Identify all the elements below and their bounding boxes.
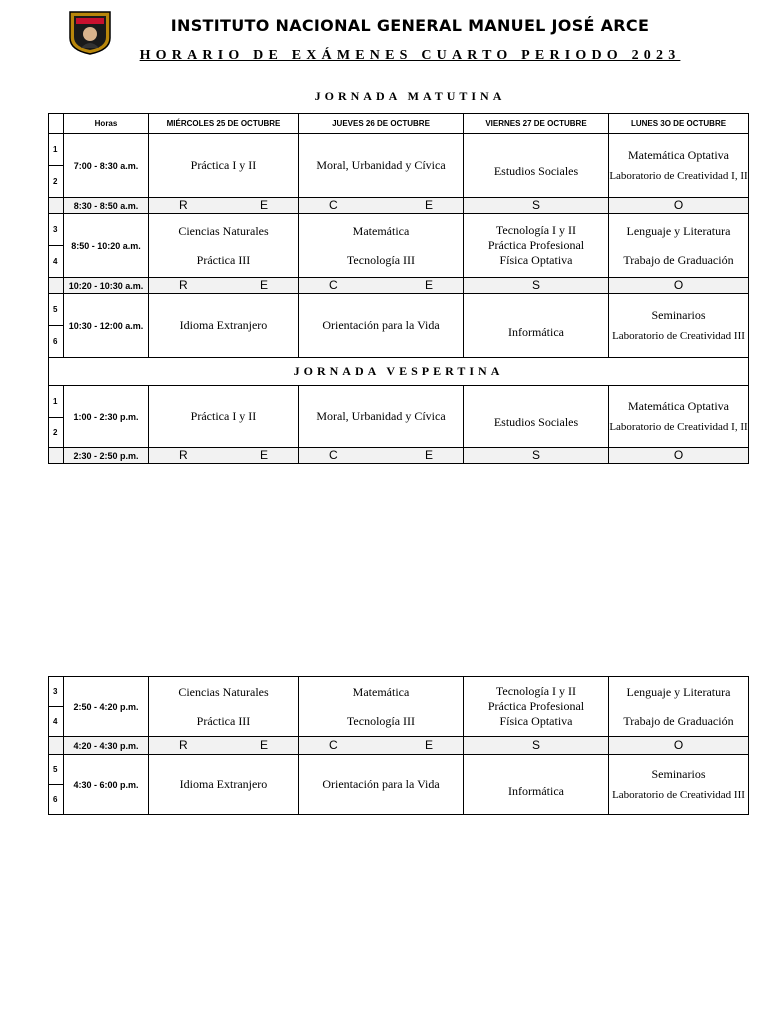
period-number: 4 — [49, 246, 64, 278]
recess-letter: E — [259, 198, 268, 212]
exam-cell: Moral, Urbanidad y Cívica — [299, 134, 464, 198]
exam-subject: Seminarios — [651, 308, 706, 322]
exam-cell: Idioma Extranjero — [149, 755, 299, 815]
recess-letter: E — [424, 738, 433, 752]
period-number: 3 — [49, 677, 64, 707]
exam-cell — [609, 677, 749, 737]
exam-subject: Práctica III — [196, 713, 251, 728]
recess-letter: E — [259, 738, 268, 752]
exam-cell — [609, 386, 749, 448]
exam-cell: Orientación para la Vida — [299, 755, 464, 815]
exam-cell: Estudios Sociales — [464, 134, 609, 198]
recess-letter: C — [329, 448, 338, 462]
recess-letter: C — [329, 738, 338, 752]
exam-subject: Trabajo de Graduación — [623, 252, 734, 267]
exam-cell — [149, 214, 299, 278]
time-cell: 4:20 - 4:30 p.m. — [64, 737, 149, 755]
recess-letter: E — [424, 198, 433, 212]
exam-subject: Laboratorio de Creatividad III — [612, 789, 745, 801]
recess-letter: O — [609, 278, 749, 294]
exam-subject: Ciencias Naturales — [178, 684, 269, 699]
recess-letter: S — [464, 278, 609, 294]
table-header-row — [49, 114, 749, 134]
exam-subject: Laboratorio de Creatividad III — [612, 330, 745, 342]
col-header-miercoles: MIÉRCOLES 25 DE OCTUBRE — [149, 114, 299, 134]
col-header-jueves: JUEVES 26 DE OCTUBRE — [299, 114, 464, 134]
exam-subject: Física Optativa — [499, 253, 573, 267]
period-number: 5 — [49, 294, 64, 326]
exam-cell — [149, 677, 299, 737]
exam-cell — [464, 214, 609, 278]
schedule-table-continued — [48, 676, 749, 815]
exam-cell: Informática — [464, 294, 609, 358]
period-number: 6 — [49, 785, 64, 815]
period-number: 2 — [49, 418, 64, 448]
exam-subject: Matemática Optativa — [628, 399, 729, 413]
exam-subject: Ciencias Naturales — [178, 223, 269, 238]
recess-letter: O — [609, 448, 749, 464]
exam-subject: Práctica III — [196, 252, 251, 267]
exam-subject: Tecnología III — [346, 252, 416, 267]
exam-cell: Práctica I y II — [149, 386, 299, 448]
page-title: INSTITUTO NACIONAL GENERAL MANUEL JOSÉ ARCE — [170, 16, 650, 35]
exam-cell: Orientación para la Vida — [299, 294, 464, 358]
exam-subject: Matemática — [352, 223, 410, 238]
exam-subject: Física Optativa — [499, 714, 573, 728]
exam-subject: Tecnología III — [346, 713, 416, 728]
recess-letter: S — [464, 448, 609, 464]
exam-cell: Informática — [464, 755, 609, 815]
school-logo — [66, 8, 114, 56]
exam-subject: Laboratorio de Creatividad I, II — [609, 421, 748, 433]
exam-subject: Matemática Optativa — [628, 148, 729, 162]
time-cell: 8:30 - 8:50 a.m. — [64, 198, 149, 214]
exam-cell: Estudios Sociales — [464, 386, 609, 448]
time-cell: 10:20 - 10:30 a.m. — [64, 278, 149, 294]
exam-subject: Lenguaje y Literatura — [626, 684, 731, 699]
recess-letter: O — [609, 737, 749, 755]
period-number: 4 — [49, 707, 64, 737]
recess-row — [49, 448, 749, 464]
period-number: 1 — [49, 134, 64, 166]
exam-cell — [609, 755, 749, 815]
recess-row — [49, 278, 749, 294]
table-row — [49, 386, 749, 418]
time-cell: 4:30 - 6:00 p.m. — [64, 755, 149, 815]
period-number: 6 — [49, 326, 64, 358]
exam-subject: Tecnología I y II — [495, 684, 577, 698]
recess-letter: E — [424, 278, 433, 292]
table-row — [49, 677, 749, 707]
recess-letter: R — [179, 198, 188, 212]
time-cell: 2:30 - 2:50 p.m. — [64, 448, 149, 464]
exam-cell: Práctica I y II — [149, 134, 299, 198]
recess-letter: S — [464, 737, 609, 755]
recess-letter: E — [259, 278, 268, 292]
time-cell: 1:00 - 2:30 p.m. — [64, 386, 149, 448]
recess-letter: E — [424, 448, 433, 462]
recess-letter: R — [179, 448, 188, 462]
exam-cell: Idioma Extranjero — [149, 294, 299, 358]
exam-subject: Práctica Profesional — [487, 238, 585, 252]
exam-cell — [609, 134, 749, 198]
exam-cell — [299, 214, 464, 278]
exam-subject: Tecnología I y II — [495, 223, 577, 237]
table-row — [49, 214, 749, 246]
recess-row — [49, 737, 749, 755]
time-cell: 8:50 - 10:20 a.m. — [64, 214, 149, 278]
exam-cell — [609, 294, 749, 358]
table-row — [49, 294, 749, 326]
recess-row — [49, 198, 749, 214]
col-header-horas: Horas — [64, 114, 149, 134]
time-cell: 7:00 - 8:30 a.m. — [64, 134, 149, 198]
recess-letter: S — [464, 198, 609, 214]
exam-subject: Laboratorio de Creatividad I, II — [609, 170, 748, 182]
exam-subject: Trabajo de Graduación — [623, 713, 734, 728]
exam-subject: Matemática — [352, 684, 410, 699]
page-subtitle: HORARIO DE EXÁMENES CUARTO PERIODO 2023 — [139, 48, 681, 63]
schedule-table — [48, 113, 749, 464]
time-cell: 2:50 - 4:20 p.m. — [64, 677, 149, 737]
exam-cell — [464, 677, 609, 737]
exam-cell — [609, 214, 749, 278]
section-title-vespertina: JORNADA VESPERTINA — [49, 358, 749, 386]
recess-letter: R — [179, 278, 188, 292]
exam-cell — [299, 677, 464, 737]
recess-letter: E — [259, 448, 268, 462]
recess-letter: O — [609, 198, 749, 214]
period-number: 3 — [49, 214, 64, 246]
exam-subject: Lenguaje y Literatura — [626, 223, 731, 238]
table-row — [49, 755, 749, 785]
section-row-vespertina — [49, 358, 749, 386]
recess-letter: C — [329, 278, 338, 292]
time-cell: 10:30 - 12:00 a.m. — [64, 294, 149, 358]
period-number: 2 — [49, 166, 64, 198]
period-number: 1 — [49, 386, 64, 418]
recess-letter: C — [329, 198, 338, 212]
col-header-viernes: VIERNES 27 DE OCTUBRE — [464, 114, 609, 134]
table-row — [49, 134, 749, 166]
section-title-matutina: JORNADA MATUTINA — [314, 89, 506, 103]
exam-cell: Moral, Urbanidad y Cívica — [299, 386, 464, 448]
period-number: 5 — [49, 755, 64, 785]
recess-letter: R — [179, 738, 188, 752]
exam-subject: Seminarios — [651, 767, 706, 781]
col-header-lunes: LUNES 3O DE OCTUBRE — [609, 114, 749, 134]
exam-subject: Práctica Profesional — [487, 699, 585, 713]
